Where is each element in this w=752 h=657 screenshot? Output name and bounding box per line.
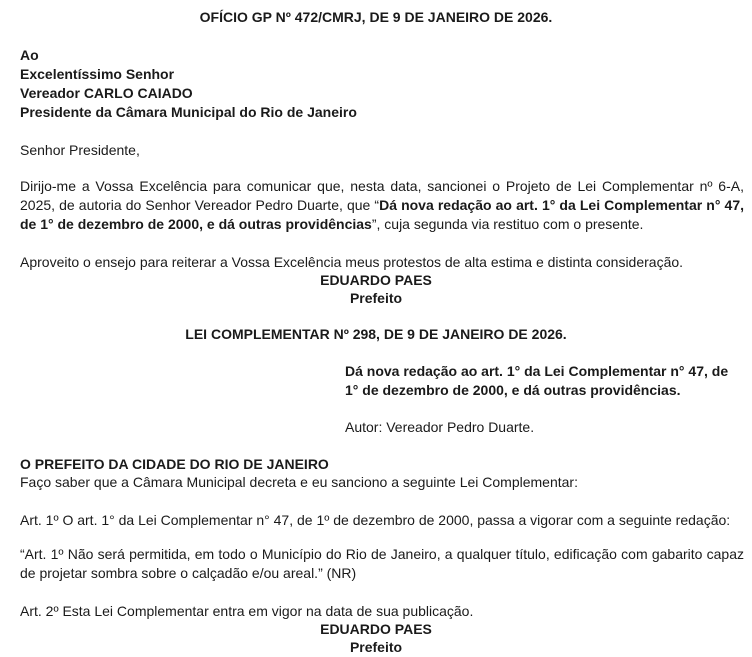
- greeting: Senhor Presidente,: [20, 142, 140, 158]
- closing-text: Aproveito o ensejo para reiterar a Vossa Excelência meus protestos de alta estima e distinta consideração.: [20, 254, 684, 270]
- address-line-1: Ao: [20, 47, 39, 63]
- oficio-signature-role: Prefeito: [349, 290, 403, 306]
- ementa-line-1: Dá nova redação ao art. 1° da Lei Complementar n° 47, de: [345, 363, 729, 379]
- oficio-body: [20, 177, 744, 234]
- lei-signature-name: EDUARDO PAES: [320, 621, 432, 637]
- lei-signature-role: Prefeito: [349, 639, 403, 655]
- oficio-signature-name: EDUARDO PAES: [320, 272, 432, 288]
- article-1: Art. 1º O art. 1° da Lei Complementar n° 47, de 1º de dezembro de 2000, passa a vigorar com a seguinte redação:: [20, 512, 731, 528]
- lei-title: LEI COMPLEMENTAR Nº 298, DE 9 DE JANEIRO DE 2026.: [185, 326, 567, 342]
- ementa-line-2: 1° de dezembro de 2000, e dá outras providências.: [345, 382, 681, 398]
- oficio-title: OFÍCIO GP Nº 472/CMRJ, DE 9 DE JANEIRO DE 2026.: [199, 9, 553, 25]
- preamble-title: O PREFEITO DA CIDADE DO RIO DE JANEIRO: [20, 456, 329, 472]
- oficio-body-bold: Dá nova redação ao art. 1° da Lei Complementar n° 47, de 1° de dezembro de 2000, e dá outras providências: [20, 197, 745, 232]
- address-line-4: Presidente da Câmara Municipal do Rio de Janeiro: [20, 104, 357, 120]
- lei-ementa: [345, 362, 745, 400]
- address-line-2: Excelentíssimo Senhor: [20, 66, 175, 82]
- oficio-body-text-2: ”, cuja segunda via restituo com o presente.: [371, 216, 644, 232]
- preamble-text: Faço saber que a Câmara Municipal decreta e eu sanciono a seguinte Lei Complementar:: [20, 474, 578, 490]
- article-1-quote: “Art. 1º Não será permitida, em todo o Município do Rio de Janeiro, a qualquer título, edificação com gabarito capaz de projetar sombra sobre o calçadão e/ou areal.” (NR): [20, 546, 744, 581]
- lei-author: Autor: Vereador Pedro Duarte.: [345, 419, 535, 435]
- address-line-3: Vereador CARLO CAIADO: [20, 85, 193, 101]
- article-2: Art. 2º Esta Lei Complementar entra em vigor na data de sua publicação.: [20, 603, 474, 619]
- oficio-body-text-1: Dirijo-me a Vossa Excelência para comunicar que, nesta data, sancionei o Projeto de Lei Complementar nº 6-A, 2025, de autoria do Senhor Vereador Pedro Duarte, que “: [20, 178, 744, 213]
